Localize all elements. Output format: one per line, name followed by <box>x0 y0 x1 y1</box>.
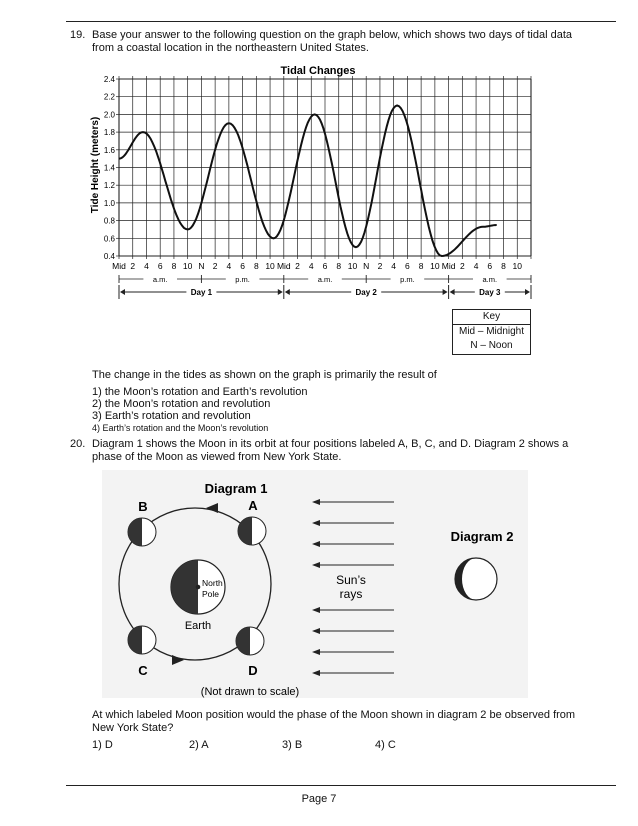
day-row <box>119 285 531 299</box>
chart-grid <box>116 76 531 259</box>
ampm-label: a.m. <box>482 275 498 284</box>
ampm-label: p.m. <box>235 275 250 284</box>
ampm-label: a.m. <box>317 275 333 284</box>
x-tick-label: 10 <box>347 261 358 271</box>
q20-question-line2: New York State? <box>92 722 174 734</box>
label-c: C <box>138 663 148 678</box>
x-tick-label: 6 <box>487 261 493 271</box>
label-b: B <box>138 499 148 514</box>
q20-choice-2[interactable]: 2) A <box>189 739 209 751</box>
x-tick-label: 4 <box>308 261 314 271</box>
day-arrow-left <box>120 289 125 295</box>
x-tick-label: 6 <box>405 261 410 271</box>
moon-d <box>236 627 264 655</box>
diagram2-title: Diagram 2 <box>450 529 514 544</box>
x-tick-label: 6 <box>240 261 245 271</box>
x-tick-label: 8 <box>253 261 259 271</box>
y-tick-label: 2.4 <box>103 75 115 84</box>
q19-stem-line1: Base your answer to the following question on the graph below, which shows two days of tidal data <box>92 29 573 41</box>
x-tick-label: Mid <box>276 261 291 271</box>
page-number: Page 7 <box>301 793 337 805</box>
q19-choice-4[interactable]: 4) Earth’s rotation and the Moon’s revolution <box>92 423 269 433</box>
q20-choice-1[interactable]: 1) D <box>92 739 113 751</box>
ampm-label: p.m. <box>400 275 415 284</box>
y-tick-label: 0.8 <box>103 216 115 226</box>
q19-stem-line2: from a coastal location in the northeastern United States. <box>92 42 369 54</box>
bottom-rule <box>66 785 616 786</box>
y-tick-label: 1.4 <box>103 163 115 173</box>
day-arrow-left <box>450 289 455 295</box>
x-tick-label: Mid <box>441 261 456 271</box>
y-tick-labels <box>104 75 116 261</box>
y-tick-label: 2.2 <box>103 92 115 102</box>
moon-b <box>128 518 156 546</box>
key-box <box>452 309 531 355</box>
x-tick-label: 4 <box>473 261 479 271</box>
x-tick-label: 4 <box>144 261 149 271</box>
x-tick-label: 6 <box>157 261 163 271</box>
day-label: Day 3 <box>479 288 501 297</box>
q20-stem-line2: phase of the Moon as viewed from New York State. <box>92 451 342 463</box>
diagram2-moon-phase <box>455 558 497 600</box>
rays-label: rays <box>339 587 363 601</box>
x-tick-labels <box>112 261 522 271</box>
ampm-row <box>119 275 531 284</box>
x-tick-label: 10 <box>182 261 193 271</box>
x-tick-label: 2 <box>212 261 218 271</box>
label-a: A <box>248 498 258 513</box>
x-tick-label: N <box>363 261 370 271</box>
label-d: D <box>248 663 258 678</box>
ampm-label: a.m. <box>152 275 168 284</box>
moon-c <box>128 626 156 654</box>
top-rule <box>66 21 616 22</box>
x-tick-label: N <box>198 261 205 271</box>
day-label: Day 2 <box>355 288 377 297</box>
x-tick-label: 10 <box>512 261 523 271</box>
x-tick-label: 2 <box>295 261 300 271</box>
x-tick-label: 8 <box>418 261 424 271</box>
day-arrow-left <box>285 289 290 295</box>
q19-number: 19. <box>70 29 86 41</box>
x-tick-label: Mid <box>112 261 126 271</box>
suns-label: Sun’s <box>336 573 366 587</box>
tidal-chart <box>0 55 638 360</box>
pole-label: Pole <box>202 589 220 599</box>
q20-number: 20. <box>70 438 86 450</box>
q19-question: The change in the tides as shown on the graph is primarily the result of <box>92 369 437 381</box>
x-tick-label: 2 <box>130 261 136 271</box>
y-tick-label: 1.0 <box>103 198 115 208</box>
moon-diagram <box>100 470 530 700</box>
tide-series-line <box>119 106 497 257</box>
q19-choice-1[interactable]: 1) the Moon’s rotation and Earth’s revolution <box>92 386 308 398</box>
moon-a <box>238 517 266 545</box>
q19-choice-2[interactable]: 2) the Moon’s rotation and revolution <box>92 398 271 410</box>
x-tick-label: 4 <box>391 261 397 271</box>
y-tick-label: 0.4 <box>103 252 115 261</box>
y-tick-label: 1.6 <box>103 145 115 155</box>
day-arrow-right <box>525 289 530 295</box>
q19-choice-3[interactable]: 3) Earth’s rotation and revolution <box>92 410 251 422</box>
x-tick-label: 8 <box>171 261 177 271</box>
y-axis-label: Tide Height (meters) <box>90 116 101 214</box>
q20-stem-line1: Diagram 1 shows the Moon in its orbit at four positions labeled A, B, C, and D. Diagram 2 shows a <box>92 438 569 450</box>
y-tick-label: 0.6 <box>103 234 115 244</box>
x-tick-label: 2 <box>459 261 465 271</box>
y-tick-label: 1.8 <box>103 128 115 138</box>
chart-title: Tidal Changes <box>280 65 356 77</box>
y-tick-label: 2.0 <box>103 110 115 120</box>
y-tick-label: 1.2 <box>103 181 115 191</box>
q20-choice-3[interactable]: 3) B <box>282 739 303 751</box>
diagram1-title: Diagram 1 <box>204 481 268 496</box>
q20-question-line1: At which labeled Moon position would the phase of the Moon shown in diagram 2 be observed from <box>92 709 576 721</box>
x-tick-label: 4 <box>226 261 232 271</box>
day-arrow-right <box>443 289 448 295</box>
x-tick-label: 10 <box>430 261 440 271</box>
day-label: Day 1 <box>190 288 213 297</box>
key-line-midnight: Mid – Midnight <box>458 326 525 337</box>
x-tick-label: 10 <box>265 261 275 271</box>
x-tick-label: 2 <box>377 261 383 271</box>
x-tick-label: 6 <box>322 261 328 271</box>
day-arrow-right <box>278 289 283 295</box>
x-tick-label: 8 <box>336 261 342 271</box>
earth-label: Earth <box>184 620 212 632</box>
scale-note: (Not drawn to scale) <box>200 686 300 698</box>
q20-choice-4[interactable]: 4) C <box>375 739 396 751</box>
key-line-noon: N – Noon <box>470 340 513 351</box>
north-label: North <box>202 578 223 588</box>
x-tick-label: 8 <box>501 261 506 271</box>
key-title: Key <box>453 310 530 325</box>
